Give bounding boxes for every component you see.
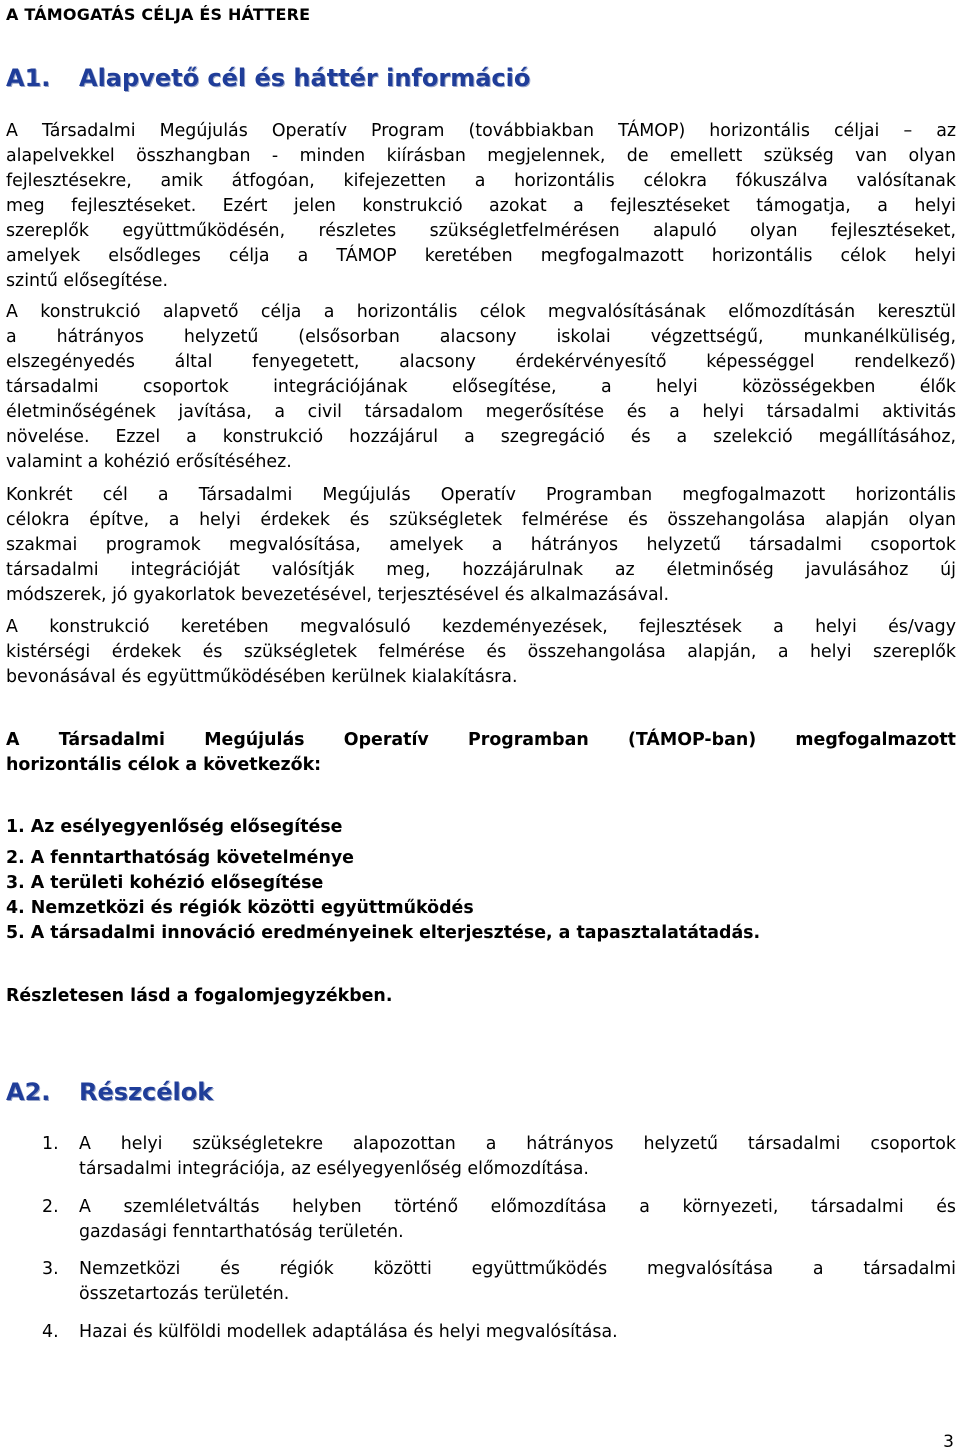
goal-item: 1. Az esélyegyenlőség elősegítése	[6, 817, 343, 837]
text-line: társadalmi integrációja, az esélyegyenlőség előmozdítása.	[79, 1159, 589, 1179]
goals-intro	[6, 728, 956, 778]
text-line: A konstrukció alapvető célja a horizontális célok megvalósításának előmozdításán keresztül	[6, 302, 956, 322]
text-line: életminőségének javítása, a civil társadalom megerősítése és a helyi társadalmi aktivitás	[6, 402, 956, 422]
paragraph-specific-goal	[6, 483, 956, 608]
text-line: társadalmi csoportok integrációjának elősegítése, a helyi közösségekben élők	[6, 377, 956, 397]
subgoal-number: 1.	[42, 1134, 59, 1154]
text-line: Hazai és külföldi modellek adaptálása és helyi megvalósítása.	[79, 1322, 618, 1342]
text-line: A helyi szükségletekre alapozottan a hátrányos helyzetű társadalmi csoportok	[79, 1134, 956, 1154]
subgoal-number: 3.	[42, 1259, 59, 1279]
top-heading: A TÁMOGATÁS CÉLJA ÉS HÁTTERE	[6, 5, 311, 24]
text-line: amelyek elsődleges célja a TÁMOP keretében megfogalmazott horizontális célok helyi	[6, 246, 956, 266]
subgoal-item	[42, 1195, 956, 1245]
goal-item: 2. A fenntarthatóság követelménye	[6, 848, 354, 868]
text-line: módszerek, jó gyakorlatok bevezetésével, terjesztésével és alkalmazásával.	[6, 585, 670, 605]
section-number: A1.	[6, 64, 51, 92]
text-line: összetartozás területén.	[79, 1284, 290, 1304]
subgoal-number: 2.	[42, 1197, 59, 1217]
text-line: valamint a kohézió erősítéséhez.	[6, 452, 292, 472]
text-line: szakmai programok megvalósítása, amelyek a hátrányos helyzetű társadalmi csoportok	[6, 535, 956, 555]
text-line: elszegényedés által fenyegetett, alacsony érdekérvényesítő képességgel rendelkező)	[6, 352, 956, 372]
paragraph-main-goal	[6, 300, 956, 475]
goal-item: 5. A társadalmi innováció eredményeinek elterjesztése, a tapasztalatátadás.	[6, 923, 761, 943]
text-line: A szemléletváltás helyben történő előmozdítása a környezeti, társadalmi és	[79, 1197, 956, 1217]
text-line: gazdasági fenntarthatóság területén.	[79, 1222, 404, 1242]
text-line: Konkrét cél a Társadalmi Megújulás Operatív Programban megfogalmazott horizontális	[6, 485, 956, 505]
subgoal-number: 4.	[42, 1322, 59, 1342]
text-line: A Társadalmi Megújulás Operatív Program (továbbiakban TÁMOP) horizontális céljai – az	[6, 121, 956, 141]
section-heading-a1	[6, 64, 530, 92]
text-line: alapelvekkel összhangban - minden kiírásban megjelennek, de emellett szükség van olyan	[6, 146, 956, 166]
page-number: 3	[943, 1432, 954, 1452]
section-heading-a2	[6, 1078, 213, 1106]
text-line: A Társadalmi Megújulás Operatív Programban (TÁMOP-ban) megfogalmazott	[6, 730, 956, 750]
section-title: Alapvető cél és háttér információ	[79, 64, 531, 92]
section-title: Részcélok	[79, 1078, 214, 1106]
goal-item: 4. Nemzetközi és régiók közötti együttműködés	[6, 898, 474, 918]
see-glossary-note: Részletesen lásd a fogalomjegyzékben.	[6, 986, 393, 1006]
subgoal-item	[42, 1257, 956, 1307]
text-line: bevonásával és együttműködésében kerülnek kialakításra.	[6, 667, 518, 687]
subgoal-item	[42, 1132, 956, 1182]
text-line: Nemzetközi és régiók közötti együttműködés megvalósítása a társadalmi	[79, 1259, 956, 1279]
text-line: szintű elősegítése.	[6, 271, 169, 291]
paragraph-intro	[6, 119, 956, 294]
text-line: növelése. Ezzel a konstrukció hozzájárul a szegregáció és a szelekció megállításához,	[6, 427, 956, 447]
text-line: meg fejlesztéseket. Ezért jelen konstrukció azokat a fejlesztéseket támogatja, a helyi	[6, 196, 956, 216]
text-line: fejlesztésekre, amik átfogóan, kifejezetten a horizontális célokra fókuszálva valósítanak	[6, 171, 956, 191]
section-number: A2.	[6, 1078, 51, 1106]
text-line: társadalmi integrációját valósítják meg, hozzájárulnak az életminőség javulásához új	[6, 560, 956, 580]
goal-item: 3. A területi kohézió elősegítése	[6, 873, 324, 893]
subgoal-item	[42, 1320, 956, 1345]
text-line: a hátrányos helyzetű (elsősorban alacsony iskolai végzettségű, munkanélküliség,	[6, 327, 956, 347]
text-line: célokra építve, a helyi érdekek és szükségletek felmérése és összehangolása alapján olyan	[6, 510, 956, 530]
text-line: A konstrukció keretében megvalósuló kezdeményezések, fejlesztések a helyi és/vagy	[6, 617, 956, 637]
text-line: horizontális célok a következők:	[6, 755, 322, 775]
text-line: szereplők együttműködésén, részletes szükségletfelmérésen alapuló olyan fejlesztéseket,	[6, 221, 956, 241]
text-line: kistérségi érdekek és szükségletek felmérése és összehangolása alapján, a helyi szereplők	[6, 642, 956, 662]
paragraph-initiatives	[6, 615, 956, 690]
